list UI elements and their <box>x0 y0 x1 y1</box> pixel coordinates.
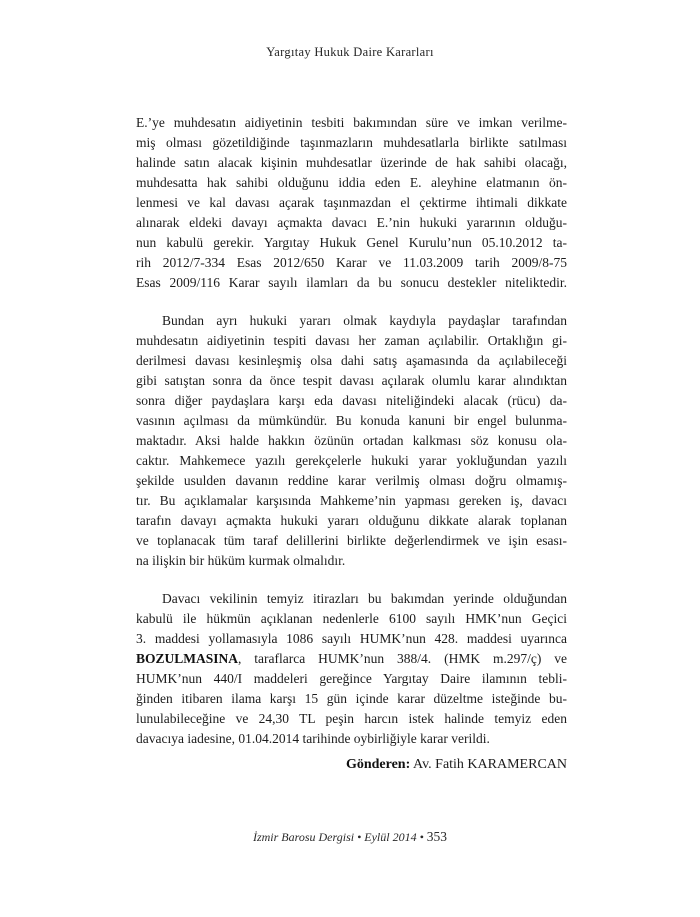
text-line: Davacı vekilinin temyiz itirazları bu bakımdan yerinde olduğundan <box>162 591 567 606</box>
body-text <box>136 113 567 749</box>
sender-name: Av. Fatih KARAMERCAN <box>410 757 567 772</box>
text-line: 3. maddesi yollamasıyla 1086 sayılı HUMK’nun 428. maddesi uyarınca <box>136 631 567 646</box>
paragraph-1 <box>136 113 567 293</box>
text-line: caktır. Mahkemece yazılı gerekçelerle hukuki yarar yokluğundan yazılı <box>136 453 567 468</box>
text-line: na ilişkin bir hüküm kurmak olmalıdır. <box>136 553 346 568</box>
text-line-rest: , taraflarca HUMK’nun 388/4. (HMK m.297/ç) ve <box>238 651 567 666</box>
running-header: Yargıtay Hukuk Daire Kararları <box>266 45 434 59</box>
text-line <box>136 649 567 669</box>
page-number: 353 <box>426 829 448 844</box>
text-line: muhdesatta hak sahibi olduğunu iddia eden E. aleyhine elatmanın ön- <box>136 175 567 190</box>
paragraph-2 <box>136 311 567 571</box>
text-line: tır. Bu açıklamalar karşısında Mahkeme’nin yapması gereken iş, davacı <box>136 493 567 508</box>
text-line: ğinden itibaren ilama karşı 15 gün içinde karar düzeltme isteğinde bu- <box>136 691 567 706</box>
text-line: rih 2012/7-334 Esas 2012/650 Karar ve 11.03.2009 tarih 2009/8-75 <box>136 255 567 270</box>
text-line: Esas 2009/116 Karar sayılı ilamları da bu sonucu destekler niteliktedir. <box>136 275 567 290</box>
text-line: ve toplanacak tüm taraf delillerini birlikte değerlendirmek ve işin esası- <box>136 533 567 548</box>
paragraph-3 <box>136 589 567 749</box>
sender-line <box>136 757 567 773</box>
text-line: derilmesi davası kesinleşmiş olsa dahi satış aşamasında da açılabileceği <box>136 353 567 368</box>
text-line: davacıya iadesine, 01.04.2014 tarihinde oybirliğiyle karar verildi. <box>136 731 490 746</box>
text-line: Bundan ayrı hukuki yararı olmak kaydıyla paydaşlar tarafından <box>162 313 567 328</box>
text-line: alınarak eldeki davayı açmakta davacı E.’nin hukuki yararının olduğu- <box>136 215 567 230</box>
text-line: lenmesi ve kal davası açarak taşınmazdan el çektirme ihtimali dikkate <box>136 195 567 210</box>
page-footer <box>0 829 700 845</box>
text-line: tarafın davayı açmakta hukuki yararı olduğunu dikkate alarak toplanan <box>136 513 567 528</box>
text-line: şekilde usulden davanın reddine karar verilmiş olması doğru olmamış- <box>136 473 567 488</box>
bold-ruling-word: BOZULMASINA <box>136 651 239 666</box>
text-line: halinde satın alacak kişinin muhdesatlar üzerinde de hak sahibi olacağı, <box>136 155 567 170</box>
text-line: kabulü ile hükmün açıklanan nedenlerle 6100 sayılı HMK’nun Geçici <box>136 611 567 626</box>
text-line: gibi satıştan sonra da önce tespit davası açılarak olumlu karar alındıktan <box>136 373 567 388</box>
journal-title: İzmir Barosu Dergisi • Eylül 2014 • <box>252 830 427 844</box>
text-line: nun kabulü gerekir. Yargıtay Hukuk Genel Kurulu’nun 05.10.2012 ta- <box>136 235 567 250</box>
text-line: HUMK’nun 440/I maddeleri gereğince Yargıtay Daire ilamının tebli- <box>136 671 567 686</box>
text-line: E.’ye muhdesatın aidiyetinin tesbiti bakımından süre ve imkan verilme- <box>136 115 567 130</box>
text-line: sonra diğer paydaşlara karşı eda davası niteliğindeki alacak (rücu) da- <box>136 393 567 408</box>
text-line: maktadır. Aksi halde hakkın özünün ortadan kalkması söz konusu ola- <box>136 433 567 448</box>
text-line: miş olması gözetildiğinde taşınmazların muhdesatlarla birlikte satılması <box>136 135 567 150</box>
text-line: vasının açılması da mümkündür. Bu konuda kanuni bir engel bulunma- <box>136 413 567 428</box>
text-line: muhdesatın aidiyetinin tespiti davası her zaman açılabilir. Ortaklığın gi- <box>136 333 567 348</box>
text-line: lunulabileceğine ve 24,30 TL peşin harcın istek halinde temyiz eden <box>136 711 567 726</box>
sender-label: Gönderen: <box>345 757 411 772</box>
